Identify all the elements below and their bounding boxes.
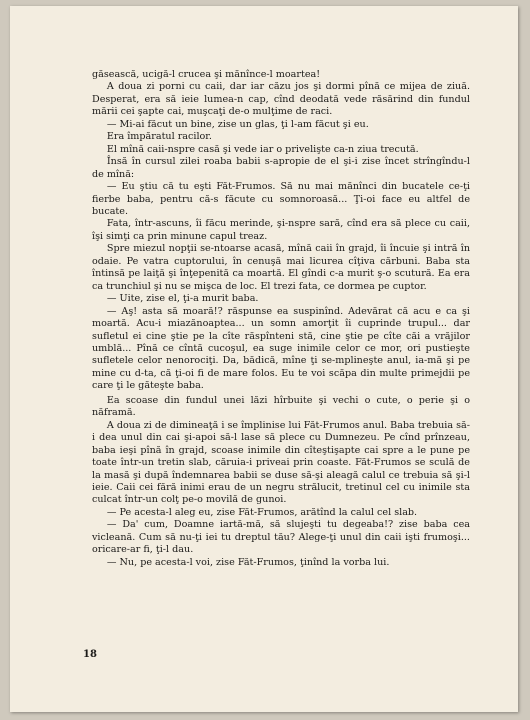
paragraph: găsească, ucigă-l crucea şi mănînce-l moartea! (92, 69, 321, 80)
book-page (10, 6, 518, 712)
paragraph: Era împăratul racilor. (106, 131, 212, 143)
paragraph: — Nu, pe acesta-l voi, zise Făt-Frumos, ţinînd la vorba lui. (106, 556, 390, 568)
paragraph: — Uite, zise el, ţi-a murit baba. (106, 293, 259, 305)
page-number: 18 (83, 649, 97, 660)
paragraph: El mînă caii-nspre casă şi vede iar o priveliştе ca-n ziua trecută. (106, 143, 419, 155)
paragraph: Însă în cursul zilei roaba babii s-apropie de el şi-i zise încet strîngîndu-l de mînă: (92, 156, 470, 180)
page-body-text (92, 69, 470, 569)
paragraph: Fata, într-ascuns, îi făcu merinde, şi-nspre sară, cînd era să plece cu caii, îşi simţi ca prin minune capul treaz. (92, 218, 470, 242)
paragraph: — Pe acesta-l aleg eu, zise Făt-Frumos, arătînd la calul cel slab. (106, 506, 418, 518)
paragraph: — Da' cum, Doamne iartă-mă, să slujeşti tu degeaba!? zise baba cea vicleană. Cum să nu-ţi iei tu dreptul tău? Alege-ţi unul din caii işti frumoşi... oricare-ar fi, ţi-l dau. (92, 519, 470, 556)
paragraph: Spre miezul nopţii se-ntoarse acasă, mînă caii în grajd, îi încuie şi intră în odaie. Pe vatra cuptorului, în cenuşă mai licurea cîţiva cărbuni. Baba sta întinsă pe laiţă şi înţepenită ca moartă. El gîndi c-a murit ş-o scutură. Ea era ca trunchiul şi nu se mişca de loc. El trezi fata, ce dormea pe cuptor. (92, 243, 470, 292)
paragraph: — Mi-ai făcut un bine, zise un glas, ţi l-am făcut şi eu. (106, 118, 369, 130)
paragraph: Ea scoase din fundul unei lăzi hîrbuite şi vechi o cute, o perie şi o năframă. (92, 394, 470, 419)
paragraph: A doua zi porni cu caii, dar iar căzu jos şi dormi pînă ce mijea de ziuă. Desperat, era să ieie lumea-n cap, cînd deodată vede răsărind din fundul mării cei şapte cai, muşcaţi de-o mulţime de raci. (92, 81, 470, 118)
paragraph: A doua zi de dimineaţă i se împlinise lui Făt-Frumos anul. Baba trebuia să-i dea unul din cai şi-apoi să-l lase să plece cu Dumnezeu. Pe cînd prînzeau, baba ieşi pînă în grajd, scoase inimile din cîteştişapte cai spre a le pune pe toate într-un tretin slab, căruia-i priveai prin coaste. Făt-Frumos se sculă de la masă şi după îndemnarea babii se duse să-şi aleagă calul ce trebuia să şi-l ieie. Caii cei fără inimi erau de un negru strălucit, tretinul cel cu inimile sta culcat într-un colţ pe-o movilă de gunoi. (92, 419, 470, 506)
paragraph: — Eu ştiu că tu eşti Făt-Frumos. Să nu mai mănînci din bucatele ce-ţi fierbe baba, pentru că-s făcute cu somnoroasă... Ţi-oi face eu altfel de bucate. (92, 181, 470, 217)
paragraph: — Aş! asta să moară!? răspunse ea suspinînd. Adevărat că acu e ca şi moartă. Acu-i miazănoaptea... un somn amorţit îi cuprinde trupul... dar sufletul ei cine ştie pe la cîte răspîntеni stă, cine ştie pe cîte căi a vrăjilor umblă... Pînă ce cîntă cucoşul, ea suge inimile celor ce mor, ori pustieşte sufletele celor nenorociţi. Da, bădică, mîne ţi se-mplineşte anul, ia-mă şi pe mine cu d-ta, că ţi-oi fi de mare folos. Eu te voi scăpa din multe primejdii pe care ţi le găteşte baba. (92, 305, 470, 392)
